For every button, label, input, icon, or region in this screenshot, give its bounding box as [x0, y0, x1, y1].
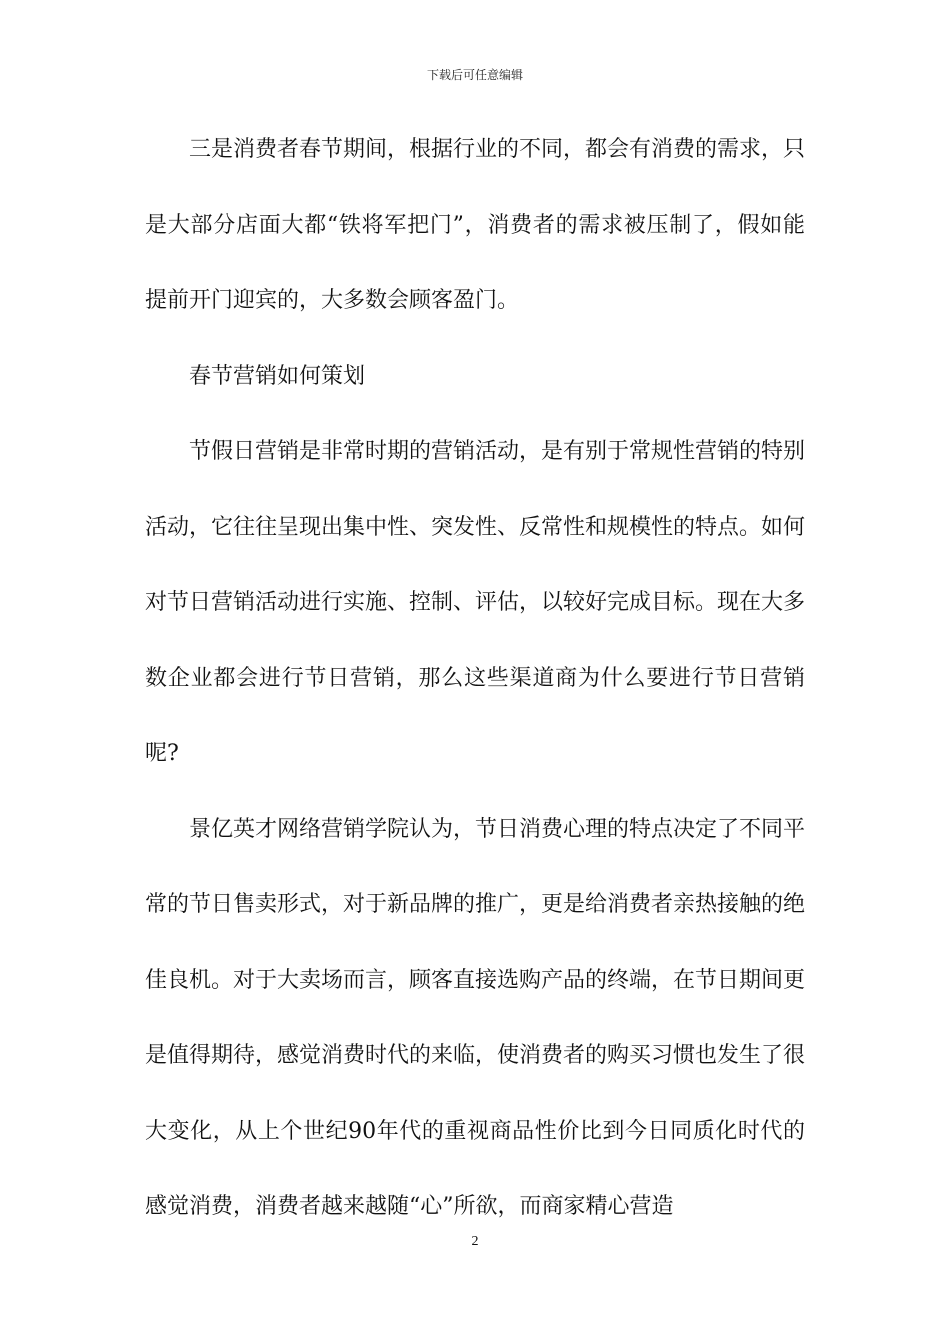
section-heading: 春节营销如何策划 [189, 363, 366, 389]
page-number: 2 [471, 1234, 479, 1249]
paragraph-consumer-psychology: 景亿英才网络营销学院认为，节日消费心理的特点决定了不同平常的节日售卖形式，对于新品牌的推广，更是给消费者亲热接触的绝佳良机。对于大卖场而言，顾客直接选购产品的终端，在节日期间更是值得期待，感觉消费时代的来临，使消费者的购买习惯也发生了很大变化，从上个世纪90年代的重视商品性价比到今日同质化时代的感觉消费，消费者越来越随“心”所欲，而商家精心营造 [145, 816, 806, 1219]
paragraph-holiday-marketing: 节假日营销是非常时期的营销活动，是有别于常规性营销的特别活动，它往往呈现出集中性、突发性、反常性和规模性的特点。如何对节日营销活动进行实施、控制、评估，以较好完成目标。现在大多数企业都会进行节日营销，那么这些渠道商为什么要进行节日营销呢? [145, 439, 806, 766]
paragraph-consumer-demand: 三是消费者春节期间，根据行业的不同，都会有消费的需求，只是大部分店面大都“铁将军把门”，消费者的需求被压制了，假如能提前开门迎宾的，大多数会顾客盈门。 [145, 137, 806, 313]
page-header: 下载后可任意编辑 [426, 68, 523, 82]
document-body [145, 112, 805, 1245]
